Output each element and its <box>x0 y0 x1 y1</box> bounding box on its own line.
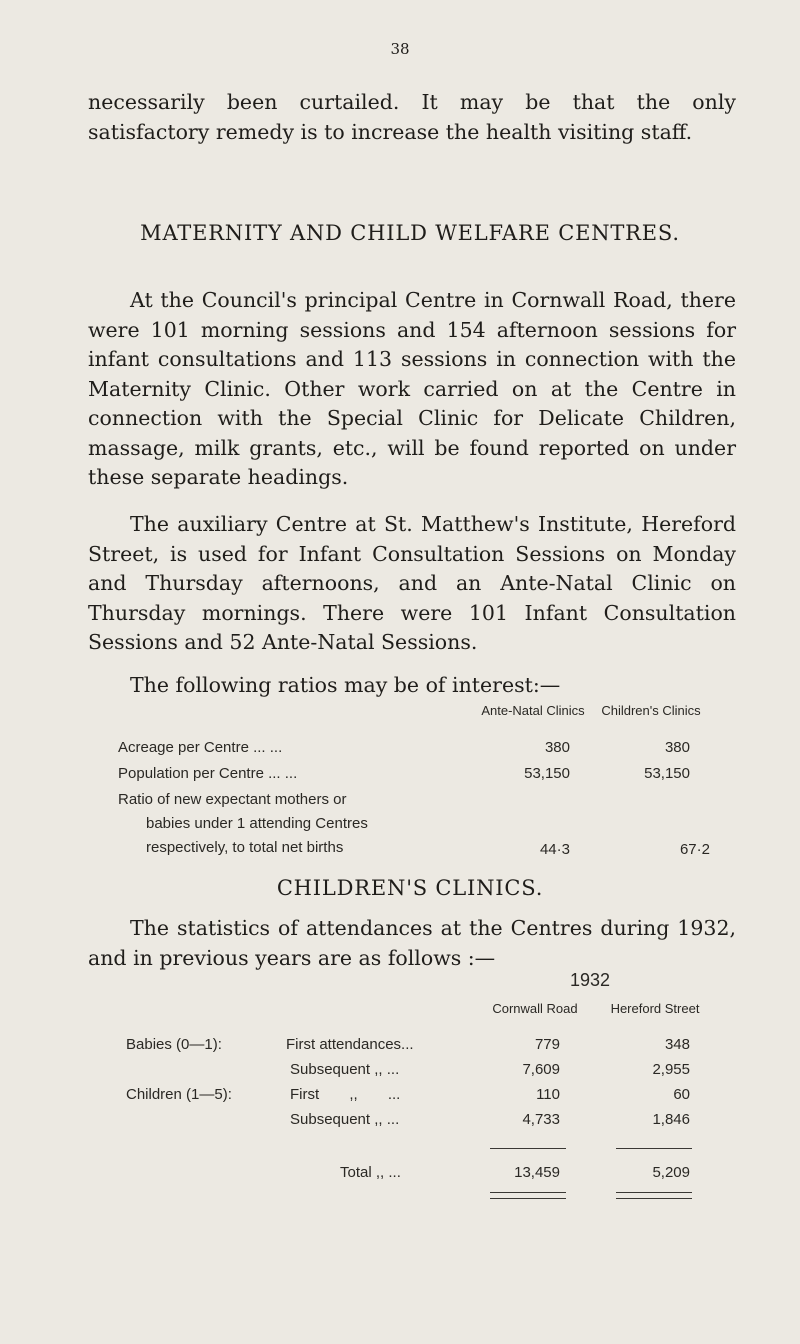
ratio-row-acreage-label: Acreage per Centre ... ... <box>118 739 283 756</box>
ratio-row-births-antenatal: 44·3 <box>539 841 570 858</box>
ratio-row-acreage-antenatal: 380 <box>544 739 570 756</box>
council-paragraph: At the Council's principal Centre in Cornwall Road, there were 101 morning sessions and 154 afternoon sessions for infant consultations and 113 sessions in connection with the Maternity Clinic. Other work carried on at the Centre in connection with the Special Clinic for Delicate Children, massage, milk grants, etc., will be found reported on under these separate headings. <box>88 288 736 489</box>
babies-subsequent-label: Subsequent ,, ... <box>290 1061 400 1078</box>
subtotal-rule-cornwall <box>490 1148 566 1149</box>
children-subsequent-hereford: 1,846 <box>652 1111 690 1128</box>
children-first-hereford: 60 <box>673 1086 690 1103</box>
page-number: 38 <box>390 40 410 58</box>
babies-first-hereford: 348 <box>664 1036 690 1053</box>
children-group-label: Children (1—5): <box>126 1086 232 1103</box>
children-first-label: First ,, ... <box>290 1086 401 1103</box>
attendance-col-hereford: Hereford Street <box>610 1001 700 1016</box>
attendance-col-cornwall: Cornwall Road <box>492 1001 578 1016</box>
heading-maternity: MATERNITY AND CHILD WELFARE CENTRES. <box>140 221 680 245</box>
ratio-row-births-children: 67·2 <box>679 841 710 858</box>
children-first-cornwall: 110 <box>536 1086 560 1103</box>
total-double-rule-hereford <box>616 1192 692 1199</box>
ratios-col-antenatal: Ante-Natal Clinics <box>481 703 585 718</box>
ratio-row-births-label-3: respectively, to total net births <box>146 839 344 856</box>
total-hereford: 5,209 <box>652 1164 690 1181</box>
babies-subsequent-hereford: 2,955 <box>652 1061 690 1078</box>
subtotal-rule-hereford <box>616 1148 692 1149</box>
auxiliary-paragraph: The auxiliary Centre at St. Matthew's Institute, Hereford Street, is used for Infant Consultation Sessions on Monday and Thursday afternoons, and an Ante-Natal Clinic on Thursday mornings. There were 101 Infant Consultation Sessions and 52 Ante-Natal Sessions. <box>88 512 736 654</box>
total-label: Total ,, ... <box>340 1164 401 1181</box>
total-cornwall: 13,459 <box>514 1164 560 1181</box>
ratios-intro: The following ratios may be of interest:— <box>130 673 561 697</box>
babies-first-label: First attendances... <box>286 1036 414 1053</box>
total-double-rule-cornwall <box>490 1192 566 1199</box>
ratio-row-acreage-children: 380 <box>664 739 690 756</box>
ratio-row-births-label-2: babies under 1 attending Centres <box>146 815 368 832</box>
children-subsequent-label: Subsequent ,, ... <box>290 1111 400 1128</box>
ratio-row-births-label-1: Ratio of new expectant mothers or <box>118 791 347 808</box>
intro-paragraph: necessarily been curtailed. It may be that the only satisfactory remedy is to increase the health visiting staff. <box>88 90 736 144</box>
ratio-row-population-antenatal: 53,150 <box>524 765 570 782</box>
heading-childrens-clinics: CHILDREN'S CLINICS. <box>276 876 544 900</box>
babies-group-label: Babies (0—1): <box>126 1036 222 1053</box>
ratios-col-children: Children's Clinics <box>601 703 701 718</box>
ratio-row-population-label: Population per Centre ... ... <box>118 765 298 782</box>
stats-paragraph: The statistics of attendances at the Centres during 1932, and in previous years are as follows :— <box>88 916 736 970</box>
attendance-year: 1932 <box>569 970 611 990</box>
ratio-row-population-children: 53,150 <box>644 765 690 782</box>
children-subsequent-cornwall: 4,733 <box>522 1111 560 1128</box>
babies-first-cornwall: 779 <box>534 1036 560 1053</box>
babies-subsequent-cornwall: 7,609 <box>522 1061 560 1078</box>
